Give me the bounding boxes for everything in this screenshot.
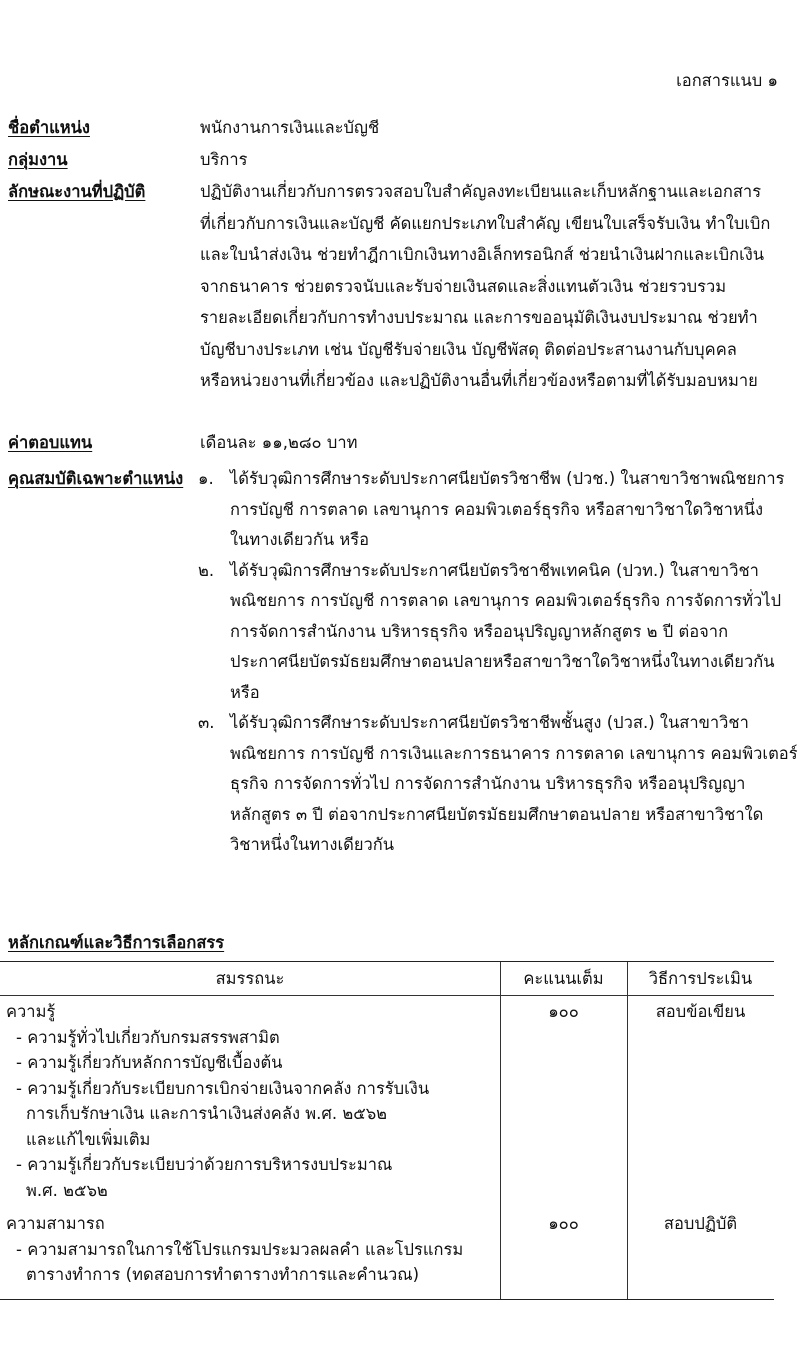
field-position [8, 112, 788, 144]
duties-line: ที่เกี่ยวกับการเงินและบัญชี คัดแยกประเภทใบสำคัญ เขียนใบเสร็จรับเงิน ทำใบเบิก [200, 213, 771, 233]
attachment-label: เอกสารแนบ ๑ [676, 71, 778, 90]
qualification-item [198, 556, 788, 709]
qualification-number: ๓. [198, 713, 215, 732]
duties-line: หรือหน่วยงานที่เกี่ยวข้อง และปฏิบัติงานอื่นที่เกี่ยวข้องหรือตามที่ได้รับมอบหมาย [200, 371, 758, 390]
duties-line: รายละเอียดเกี่ยวกับการทำงบประมาณ และการขออนุมัติเงินงบประมาณ ช่วยทำ [200, 308, 758, 327]
field-duties [8, 176, 788, 398]
qualification-line: การบัญชี การตลาด เลขานุการ คอมพิวเตอร์ธุรกิจ หรือสาขาวิชาใดวิชาหนึ่ง [230, 499, 764, 519]
qualification-number: ๒. [198, 560, 215, 580]
qualification-line: ประกาศนียบัตรมัธยมศึกษาตอนปลายหรือสาขาวิชาใดวิชาหนึ่งในทางเดียวกัน [230, 652, 775, 671]
qualification-line: การจัดการสำนักงาน บริหารธุรกิจ หรืออนุปริญญาหลักสูตร ๒ ปี ต่อจาก [230, 621, 729, 641]
criteria-line: การเก็บรักษาเงิน และการนำเงินส่งคลัง พ.ศ. ๒๕๖๒ [26, 1104, 388, 1123]
qualification-line: พณิชยการ การบัญชี การเงินและการธนาคาร การตลาด เลขานุการ คอมพิวเตอร์ [230, 743, 798, 763]
duties-line: จากธนาคาร ช่วยตรวจนับและรับจ่ายเงินสดและสิ่งแทนตัวเงิน ช่วยรวบรวม [200, 276, 727, 296]
group-value: บริการ [200, 150, 248, 169]
qualifications-label: คุณสมบัติเฉพาะตำแหน่ง [8, 469, 184, 488]
knowledge-section [6, 999, 429, 1203]
group-label: กลุ่มงาน [8, 150, 68, 169]
criteria-line: พ.ศ. ๒๕๖๒ [26, 1180, 108, 1200]
qualification-item [198, 708, 798, 861]
qualification-line: วิชาหนึ่งในทางเดียวกัน [230, 835, 395, 854]
field-qualifications [8, 464, 798, 924]
criteria-line: และแก้ไขเพิ่มเติม [26, 1129, 151, 1149]
knowledge-score: ๑๐๐ [548, 1002, 579, 1021]
duties-line: ปฏิบัติงานเกี่ยวกับการตรวจสอบใบสำคัญลงทะเบียนและเก็บหลักฐานและเอกสาร [200, 182, 762, 201]
qualification-line: ได้รับวุฒิการศึกษาระดับประกาศนียบัตรวิชาชีพ (ปวช.) ในสาขาวิชาพณิชยการ [230, 469, 785, 488]
ability-score: ๑๐๐ [548, 1214, 579, 1233]
section-heading: ความสามารถ [6, 1214, 105, 1233]
field-salary [8, 427, 788, 459]
ability-section [6, 1211, 463, 1288]
criteria-line: - ความรู้เกี่ยวกับหลักการบัญชีเบื้องต้น [16, 1053, 283, 1072]
qualification-line: ได้รับวุฒิการศึกษาระดับประกาศนียบัตรวิชาชีพเทคนิค (ปวท.) ในสาขาวิชา [230, 560, 759, 580]
qualification-line: หรือ [230, 682, 260, 702]
qualification-number: ๑. [198, 469, 214, 488]
table-header-divider [0, 995, 774, 996]
qualification-line: ได้รับวุฒิการศึกษาระดับประกาศนียบัตรวิชาชีพชั้นสูง (ปวส.) ในสาขาวิชา [230, 713, 749, 732]
qualification-line: พณิชยการ การบัญชี การตลาด เลขานุการ คอมพิวเตอร์ธุรกิจ การจัดการทั่วไป [230, 591, 782, 610]
header-competency: สมรรถนะ [215, 969, 285, 988]
section-heading: ความรู้ [6, 1002, 56, 1021]
qualification-line: ธุรกิจ การจัดการทั่วไป การจัดการสำนักงาน บริหารธุรกิจ หรืออนุปริญญา [230, 774, 746, 793]
qualifications-list [198, 464, 798, 861]
salary-label: ค่าตอบแทน [8, 433, 93, 452]
criteria-line: - ความสามารถในการใช้โปรแกรมประมวลผลคำ และโปรแกรม [16, 1239, 464, 1259]
duties-text [200, 176, 788, 397]
position-value: พนักงานการเงินและบัญชี [200, 118, 380, 137]
header-full-score: คะแนนเต็ม [523, 969, 604, 988]
duties-label: ลักษณะงานที่ปฏิบัติ [8, 182, 146, 201]
criteria-table [0, 961, 774, 1300]
position-label: ชื่อตำแหน่ง [8, 118, 90, 137]
criteria-line: ตารางทำการ (ทดสอบการทำตารางทำการและคำนวณ) [26, 1265, 420, 1284]
knowledge-method: สอบข้อเขียน [655, 1002, 746, 1021]
criteria-line: - ความรู้เกี่ยวกับระเบียบว่าด้วยการบริหารงบประมาณ [16, 1155, 393, 1174]
criteria-line: - ความรู้ทั่วไปเกี่ยวกับกรมสรรพสามิต [16, 1027, 280, 1047]
field-group [8, 144, 788, 176]
criteria-title: หลักเกณฑ์และวิธีการเลือกสรร [8, 933, 225, 952]
salary-value: เดือนละ ๑๑,๒๘๐ บาท [200, 433, 358, 452]
qualification-line: ในทางเดียวกัน หรือ [230, 530, 369, 549]
duties-line: และใบนำส่งเงิน ช่วยทำฎีกาเบิกเงินทางอิเล็กทรอนิกส์ ช่วยนำเงินฝากและเบิกเงิน [200, 245, 765, 264]
qualification-item [198, 464, 788, 556]
criteria-line: - ความรู้เกี่ยวกับระเบียบการเบิกจ่ายเงินจากคลัง การรับเงิน [16, 1078, 430, 1098]
duties-line: บัญชีบางประเภท เช่น บัญชีรับจ่ายเงิน บัญชีพัสดุ ติดต่อประสานงานกับบุคคล [200, 339, 737, 359]
header-method: วิธีการประเมิน [648, 969, 753, 988]
qualification-line: หลักสูตร ๓ ปี ต่อจากประกาศนียบัตรมัธยมศึกษาตอนปลาย หรือสาขาวิชาใด [230, 804, 764, 824]
ability-method: สอบปฏิบัติ [663, 1214, 738, 1233]
